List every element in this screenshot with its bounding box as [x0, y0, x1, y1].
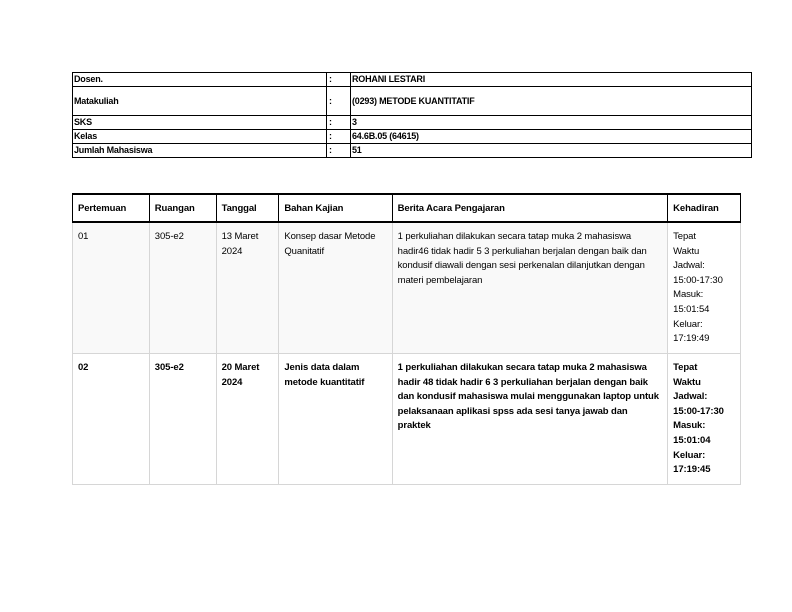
kehadiran-line: Tepat	[673, 231, 696, 242]
kehadiran-line: Jadwal:	[673, 260, 705, 272]
info-value-jumlah-mahasiswa: 51	[351, 144, 752, 158]
schedule-header-row	[73, 194, 741, 222]
info-label: Matakuliah	[73, 87, 327, 116]
info-value-dosen: ROHANI LESTARI	[351, 73, 752, 87]
cell-kehadiran	[668, 222, 741, 354]
cell-ruangan: 305-e2	[149, 222, 216, 354]
cell-ruangan: 305-e2	[149, 354, 216, 485]
header-kehadiran: Kehadiran	[668, 194, 741, 222]
kehadiran-line: 15:00-17:30	[673, 405, 724, 417]
info-row-kelas	[73, 130, 752, 144]
table-row	[73, 354, 741, 485]
info-label: SKS	[73, 116, 327, 130]
cell-bahan-kajian: Konsep dasar Metode Quanitatif	[279, 222, 392, 354]
info-label: Jumlah Mahasiswa	[73, 144, 327, 158]
info-value-kelas: 64.6B.05 (64615)	[351, 130, 752, 144]
kehadiran-line: Waktu	[673, 376, 701, 388]
cell-pertemuan: 02	[73, 354, 150, 485]
info-row-jumlah-mahasiswa	[73, 144, 752, 158]
kehadiran-line: Keluar:	[673, 449, 706, 461]
course-info-table	[72, 72, 752, 158]
header-tanggal: Tanggal	[216, 194, 279, 222]
kehadiran-line: Tepat	[673, 362, 698, 373]
cell-tanggal: 13 Maret 2024	[216, 222, 279, 354]
info-row-dosen	[73, 73, 752, 87]
schedule-table	[72, 193, 741, 485]
kehadiran-line: 15:01:04	[673, 434, 711, 446]
header-pertemuan: Pertemuan	[73, 194, 150, 222]
info-label: Dosen.	[73, 73, 327, 87]
cell-kehadiran	[668, 354, 741, 485]
table-row	[73, 222, 741, 354]
info-separator: :	[327, 87, 351, 116]
info-separator: :	[327, 116, 351, 130]
info-value-matakuliah: (0293) METODE KUANTITATIF	[351, 87, 752, 116]
header-berita-acara: Berita Acara Pengajaran	[392, 194, 668, 222]
kehadiran-line: Jadwal:	[673, 391, 708, 403]
kehadiran-line: 15:01:54	[673, 303, 710, 315]
kehadiran-line: Masuk:	[673, 420, 706, 432]
cell-pertemuan: 01	[73, 222, 150, 354]
cell-tanggal: 20 Maret 2024	[216, 354, 279, 485]
info-separator: :	[327, 130, 351, 144]
kehadiran-line: 15:00-17:30	[673, 274, 723, 286]
info-row-matakuliah	[73, 87, 752, 116]
cell-berita-acara: 1 perkuliahan dilakukan secara tatap muka 2 mahasiswa hadir 48 tidak hadir 6 3 perkuliahan berjalan dengan baik dan kondusif mahasiswa mulai menggunakan laptop untuk pelaksanaan aplikasi spss ada sesi tanya jawab dan praktek	[392, 354, 668, 485]
info-value-sks: 3	[351, 116, 752, 130]
kehadiran-line: 17:19:49	[673, 333, 710, 345]
info-separator: :	[327, 73, 351, 87]
kehadiran-line: Waktu	[673, 245, 700, 257]
cell-bahan-kajian: Jenis data dalam metode kuantitatif	[279, 354, 392, 485]
header-bahan-kajian: Bahan Kajian	[279, 194, 392, 222]
info-separator: :	[327, 144, 351, 158]
kehadiran-line: 17:19:45	[673, 464, 711, 476]
info-label: Kelas	[73, 130, 327, 144]
kehadiran-line: Keluar:	[673, 318, 703, 330]
header-ruangan: Ruangan	[149, 194, 216, 222]
info-row-sks	[73, 116, 752, 130]
cell-berita-acara: 1 perkuliahan dilakukan secara tatap muka 2 mahasiswa hadir46 tidak hadir 5 3 perkuliahan berjalan dengan baik dan kondusif diawali dengan sesi perkenalan dilanjutkan dengan materi pembelajaran	[392, 222, 668, 354]
kehadiran-line: Masuk:	[673, 289, 704, 301]
